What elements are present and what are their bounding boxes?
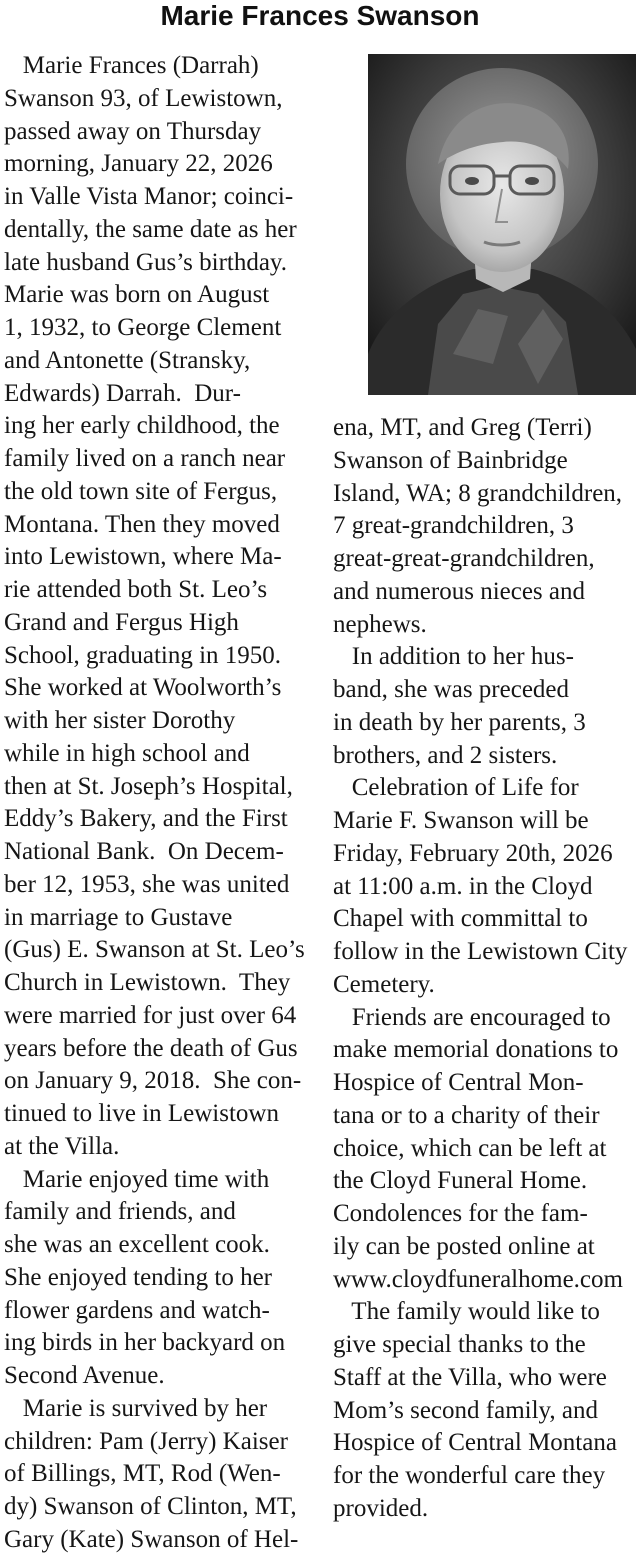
- obituary-text-line: Gary (Kate) Swanson of Hel-: [4, 1525, 299, 1553]
- obituary-text-line: Friday, February 20th, 2026: [333, 839, 613, 867]
- obituary-text-line: and numerous nieces and: [333, 577, 586, 605]
- obituary-text-line: then at St. Joseph’s Hospital,: [4, 772, 293, 800]
- obituary-text-line: dentally, the same date as her: [4, 215, 297, 243]
- obituary-text-line: Swanson 93, of Lewistown,: [4, 84, 283, 112]
- obituary-text-line: great-great-grandchildren,: [333, 545, 595, 572]
- obituary-text-line: into Lewistown, where Ma-: [4, 543, 282, 571]
- obituary-text-line: Island, WA; 8 grandchildren,: [333, 479, 623, 507]
- obituary-headline: Marie Frances Swanson: [160, 0, 480, 31]
- obituary-text-line: Eddy’s Bakery, and the First: [4, 805, 288, 833]
- obituary-text-line: in Valle Vista Manor; coinci-: [4, 183, 294, 210]
- obituary-text-line: ily can be posted online at: [333, 1232, 595, 1260]
- obituary-text-line: ing her early childhood, the: [4, 412, 280, 440]
- obituary-text-line: with her sister Dorothy: [4, 707, 236, 734]
- obituary-text-line: flower gardens and watch-: [4, 1296, 270, 1324]
- obituary-text-line: follow in the Lewistown City: [333, 938, 628, 965]
- obituary-text-line: years before the death of Gus: [4, 1034, 298, 1062]
- obituary-text-line: on January 9, 2018. She con-: [4, 1067, 302, 1095]
- obituary-text-line: brothers, and 2 sisters.: [333, 741, 558, 769]
- obituary-text-line: School, graduating in 1950.: [4, 641, 282, 669]
- obituary-text-line: provided.: [333, 1494, 429, 1522]
- obituary-text-line: Chapel with committal to: [333, 905, 588, 933]
- obituary-text-line: Montana. Then they moved: [4, 510, 280, 538]
- obituary-text-line: give special thanks to the: [333, 1331, 586, 1358]
- obituary-text-line: She worked at Woolworth’s: [4, 674, 282, 702]
- obituary-text-line: Cemetery.: [333, 970, 435, 998]
- obituary-text-line: tana or to a charity of their: [333, 1101, 600, 1129]
- obituary-text-line: the old town site of Fergus,: [4, 477, 278, 505]
- obituary-text-line: Marie enjoyed time with: [4, 1165, 270, 1193]
- obituary-text-line: Church in Lewistown. They: [4, 969, 291, 996]
- obituary-text-line: choice, which can be left at: [333, 1134, 607, 1162]
- obituary-text-line: she was an excellent cook.: [4, 1231, 270, 1258]
- obituary-text-line: were married for just over 64: [4, 1001, 297, 1029]
- obituary-text-line: passed away on Thursday: [4, 117, 262, 145]
- obituary-text-line: Mom’s second family, and: [333, 1396, 599, 1424]
- obituary-text-line: Marie was born on August: [4, 281, 270, 309]
- obituary-text-line: in death by her parents, 3: [333, 708, 586, 736]
- obituary-text-line: Condolences for the fam-: [333, 1200, 588, 1227]
- obituary-text-line: while in high school and: [4, 739, 250, 767]
- obituary-text-line: (Gus) E. Swanson at St. Leo’s: [4, 936, 305, 964]
- obituary-text-line: Grand and Fergus High: [4, 608, 239, 636]
- obituary-text-line: Swanson of Bainbridge: [333, 446, 568, 474]
- obituary-text-line: ber 12, 1953, she was united: [4, 870, 290, 898]
- obituary-text-line: Marie Frances (Darrah): [4, 52, 259, 79]
- portrait-photo: [368, 54, 636, 395]
- obituary-text-line: family and friends, and: [4, 1198, 236, 1226]
- obituary-text-line: late husband Gus’s birthday.: [4, 248, 288, 276]
- obituary-text-line: children: Pam (Jerry) Kaiser: [4, 1427, 288, 1455]
- obituary-text-line: Hospice of Central Montana: [333, 1429, 617, 1457]
- obituary-text-line: dy) Swanson of Clinton, MT,: [4, 1493, 297, 1520]
- obituary-text-line: ing birds in her backyard on: [4, 1329, 286, 1357]
- obituary-text-line: tinued to live in Lewistown: [4, 1100, 279, 1127]
- obituary-text-line: ena, MT, and Greg (Terri): [333, 414, 592, 441]
- obituary-text-line: nephews.: [333, 610, 427, 638]
- obituary-text-line: band, she was preceded: [333, 676, 570, 703]
- obituary-text-line: of Billings, MT, Rod (Wen-: [4, 1460, 281, 1488]
- obituary-text-line: The family would like to: [333, 1298, 600, 1326]
- obituary-text-line: Second Avenue.: [4, 1362, 165, 1389]
- obituary-text-line: National Bank. On Decem-: [4, 838, 284, 865]
- obituary-text-line: in marriage to Gustave: [4, 903, 233, 931]
- obituary-text-line: She enjoyed tending to her: [4, 1263, 272, 1291]
- obituary-text-line: for the wonderful care they: [333, 1462, 606, 1489]
- obituary-text-line: Marie F. Swanson will be: [333, 807, 589, 834]
- obituary-text-line: Friends are encouraged to: [333, 1003, 611, 1031]
- obituary-text-line: rie attended both St. Leo’s: [4, 576, 268, 603]
- obituary-text-line: Celebration of Life for: [333, 774, 579, 802]
- obituary-text-line: 1, 1932, to George Clement: [4, 314, 282, 341]
- obituary-text-line: make memorial donations to: [333, 1036, 619, 1064]
- obituary-text-line: the Cloyd Funeral Home.: [333, 1167, 588, 1195]
- obituary-text-line: In addition to her hus-: [333, 643, 574, 671]
- obituary-text-line: and Antonette (Stransky,: [4, 346, 251, 374]
- obituary-text-line: family lived on a ranch near: [4, 445, 286, 472]
- obituary-text-line: 7 great-grandchildren, 3: [333, 512, 574, 540]
- obituary-text-line: www.cloydfuneralhome.com: [333, 1265, 623, 1293]
- obituary-text-line: Staff at the Villa, who were: [333, 1363, 607, 1391]
- obituary-text-line: Marie is survived by her: [4, 1394, 268, 1422]
- obituary-text-line: at the Villa.: [4, 1132, 120, 1160]
- obituary-text-line: Hospice of Central Mon-: [333, 1069, 584, 1096]
- obituary-text-line: at 11:00 a.m. in the Cloyd: [333, 872, 593, 900]
- obituary-text-line: Edwards) Darrah. Dur-: [4, 379, 241, 407]
- obituary-text-line: morning, January 22, 2026: [4, 150, 273, 178]
